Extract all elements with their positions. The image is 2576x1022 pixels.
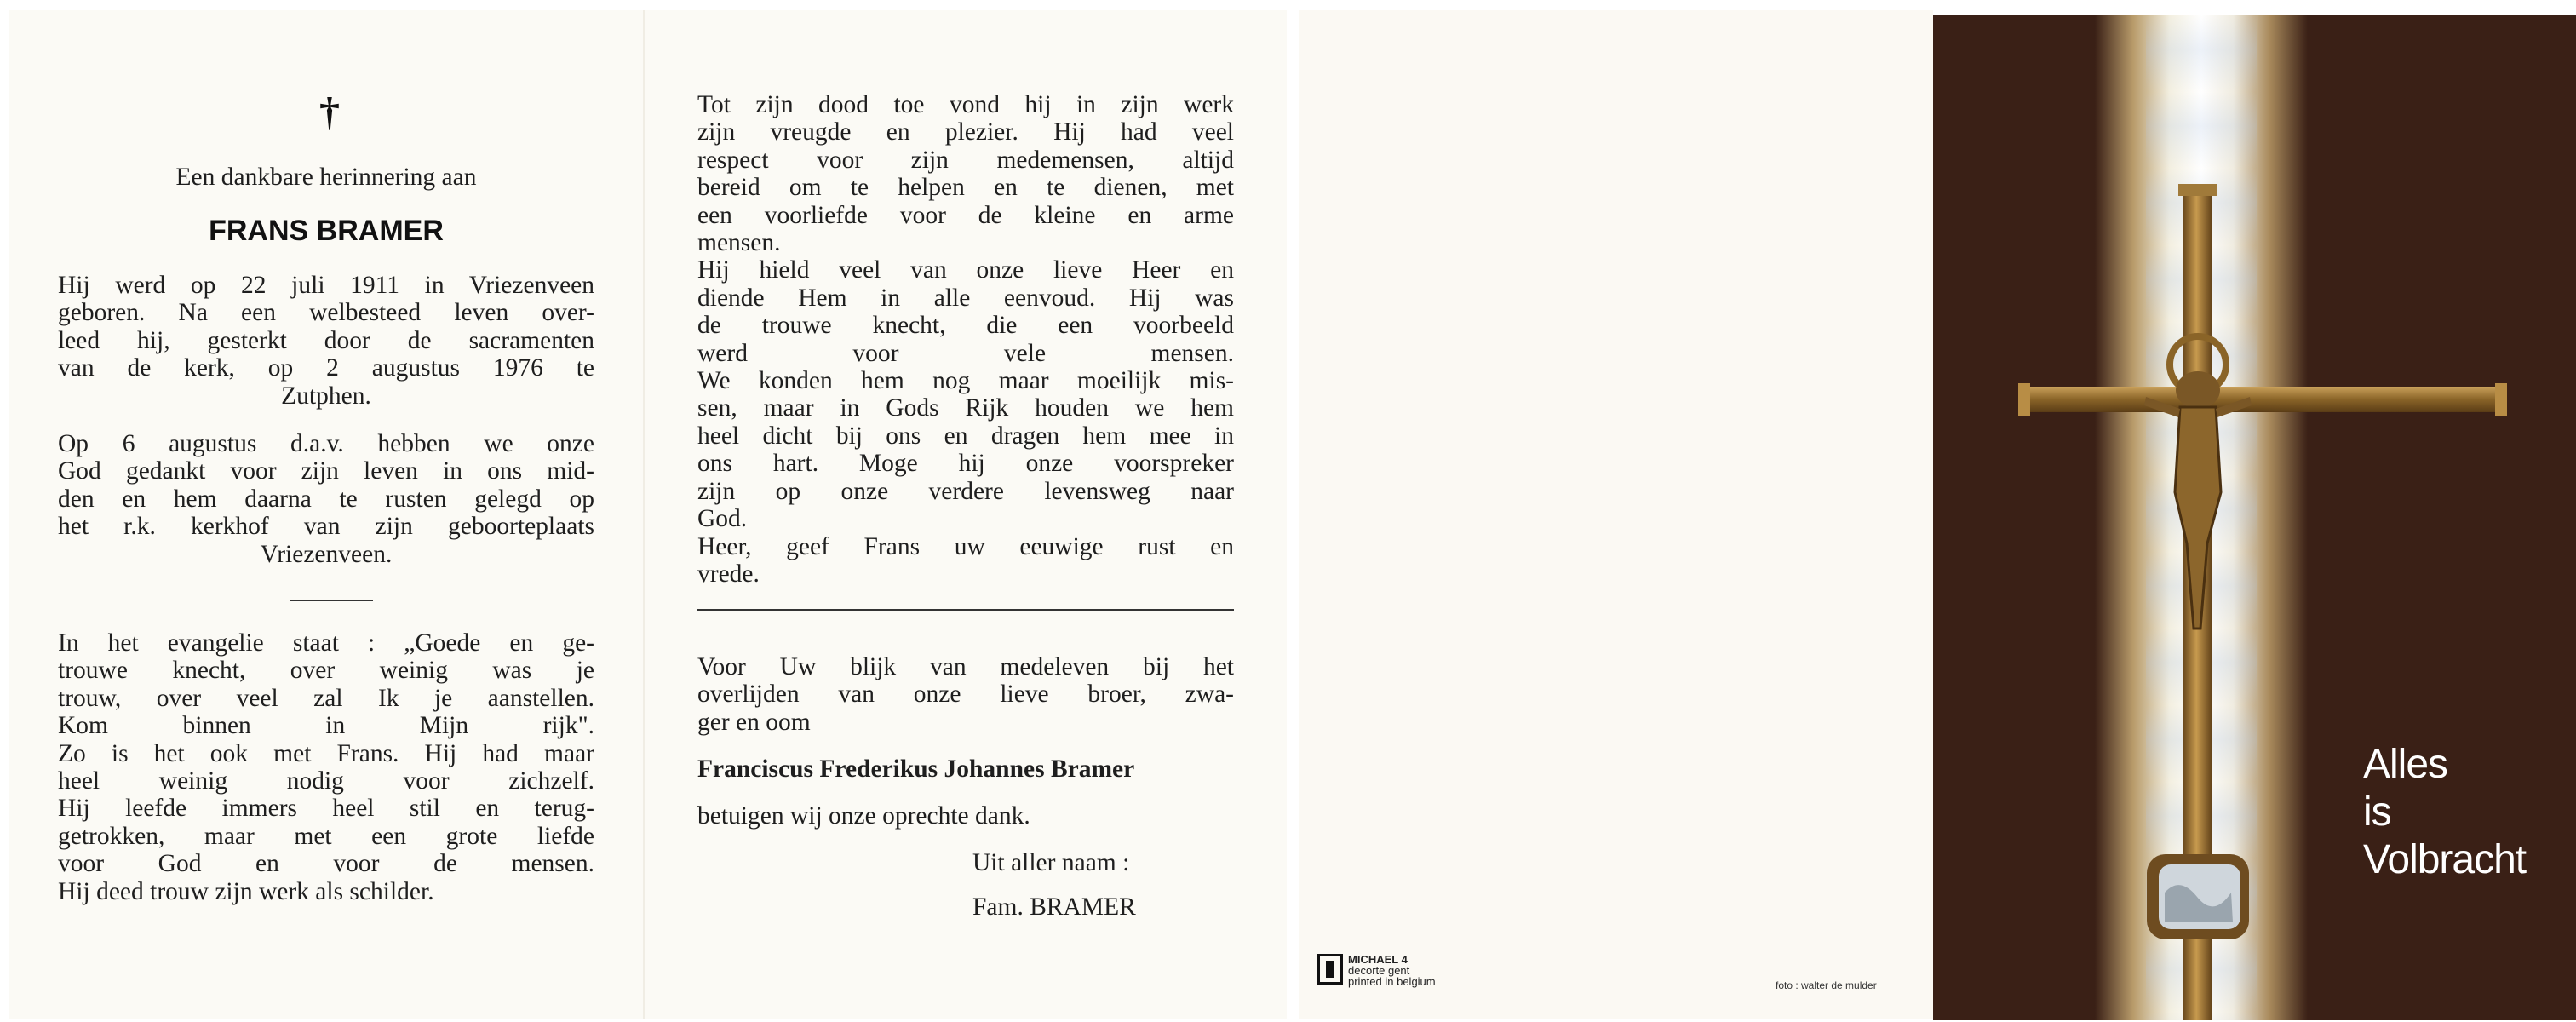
text-line: Voor Uw blijk van medeleven bij het: [697, 653, 1234, 680]
text-line: respect voor zijn medemensen, altijd: [697, 146, 1234, 174]
text-line: zijn op onze verdere levensweg naar: [697, 477, 1234, 505]
gospel-paragraph: [58, 629, 594, 905]
text-line: bereid om te helpen en te dienen, met: [697, 174, 1234, 202]
text-line: mensen.: [697, 229, 781, 257]
cover-title-line: Alles: [2363, 742, 2448, 787]
text-line: heel dicht bij ons en dragen hem mee in: [697, 422, 1234, 450]
text-line: het r.k. kerkhof van zijn geboorteplaats: [58, 513, 594, 541]
text-line: voor God en voor de mensen.: [58, 850, 594, 878]
full-name: Franciscus Frederikus Johannes Bramer: [697, 755, 1135, 783]
text-line: In het evangelie staat : „Goede en ge-: [58, 629, 594, 657]
text-line: Kom binnen in Mijn rijk".: [58, 712, 594, 740]
publisher-city: decorte gent: [1348, 964, 1410, 977]
text-line: van de kerk, op 2 augustus 1976 te: [58, 354, 594, 382]
signature-line: Uit aller naam :: [972, 849, 1130, 876]
text-line: ons hart. Moge hij onze voorspreker: [697, 450, 1234, 478]
text-line: leed hij, gesterkt door de sacramenten: [58, 326, 594, 354]
text-line: de trouwe knecht, die een voorbeeld: [697, 312, 1234, 340]
cross-icon: †: [319, 89, 340, 135]
text-line: werd voor vele mensen.: [697, 339, 1234, 367]
publisher-print-note: printed in belgium: [1348, 975, 1436, 988]
text-line: diende Hem in alle eenvoud. Hij was: [697, 284, 1234, 312]
text-line: geboren. Na een welbesteed leven over-: [58, 299, 594, 327]
text-line: Hij hield veel van onze lieve Heer en: [697, 256, 1234, 284]
text-line: den en hem daarna te rusten gelegd op: [58, 485, 594, 513]
text-line: Zo is het ook met Frans. Hij had maar: [58, 739, 594, 767]
publisher-name: MICHAEL 4: [1348, 953, 1408, 966]
family-signature: Fam. BRAMER: [972, 893, 1136, 921]
text-line: zijn vreugde en plezier. Hij had veel: [697, 118, 1234, 146]
text-line: heel weinig nodig voor zichzelf.: [58, 767, 594, 795]
text-line: We konden hem nog maar moeilijk mis-: [697, 367, 1234, 395]
publisher-mark: [1317, 954, 1436, 987]
thanks-line: betuigen wij onze oprechte dank.: [697, 802, 1030, 830]
text-line: getrokken, maar met een grote liefde: [58, 822, 594, 850]
text-line: Heer, geef Frans uw eeuwige rust en: [697, 532, 1234, 560]
photo-credit: foto : walter de mulder: [1776, 979, 1877, 991]
text-line: Tot zijn dood toe vond hij in zijn werk: [697, 91, 1234, 118]
card-page-left: [9, 10, 643, 1019]
divider: [697, 609, 1234, 611]
text-line: Vriezenveen.: [260, 540, 393, 568]
text-line: sen, maar in Gods Rijk houden we hem: [697, 394, 1234, 422]
text-line: Hij werd op 22 juli 1911 in Vriezenveen: [58, 272, 594, 299]
sympathy-paragraph: [697, 653, 1234, 736]
card-back-page: [1299, 10, 1933, 1019]
text-line: Zutphen.: [281, 382, 371, 410]
publisher-logo-icon: [1317, 954, 1343, 985]
remembrance-heading: Een dankbare herinnering aan: [175, 164, 477, 191]
text-line: Hij leefde immers heel stil en terug-: [58, 795, 594, 823]
text-line: Hij deed trouw zijn werk als schilder.: [58, 877, 434, 905]
text-line: Op 6 augustus d.a.v. hebben we onze: [58, 430, 594, 457]
text-line: God.: [697, 505, 748, 533]
text-line: ger en oom: [697, 708, 811, 736]
cover-title: [2363, 741, 2526, 884]
text-line: een voorliefde voor de kleine en arme: [697, 201, 1234, 229]
text-line: vrede.: [697, 560, 760, 588]
cover-title-line: is: [2363, 789, 2391, 835]
text-line: trouw, over veel zal Ik je aanstellen.: [58, 684, 594, 712]
tribute-paragraph: [697, 91, 1234, 588]
burial-paragraph: [58, 430, 594, 568]
birth-death-paragraph: [58, 272, 594, 410]
divider: [290, 600, 373, 601]
card-cover: [1933, 15, 2576, 1020]
cover-title-line: Volbracht: [2363, 837, 2527, 882]
text-line: God gedankt voor zijn leven in ons mid-: [58, 457, 594, 485]
deceased-name: FRANS BRAMER: [209, 215, 444, 247]
text-line: overlijden van onze lieve broer, zwa-: [697, 680, 1234, 709]
text-line: trouwe knecht, over weinig was je: [58, 657, 594, 685]
card-page-right: [643, 10, 1287, 1019]
